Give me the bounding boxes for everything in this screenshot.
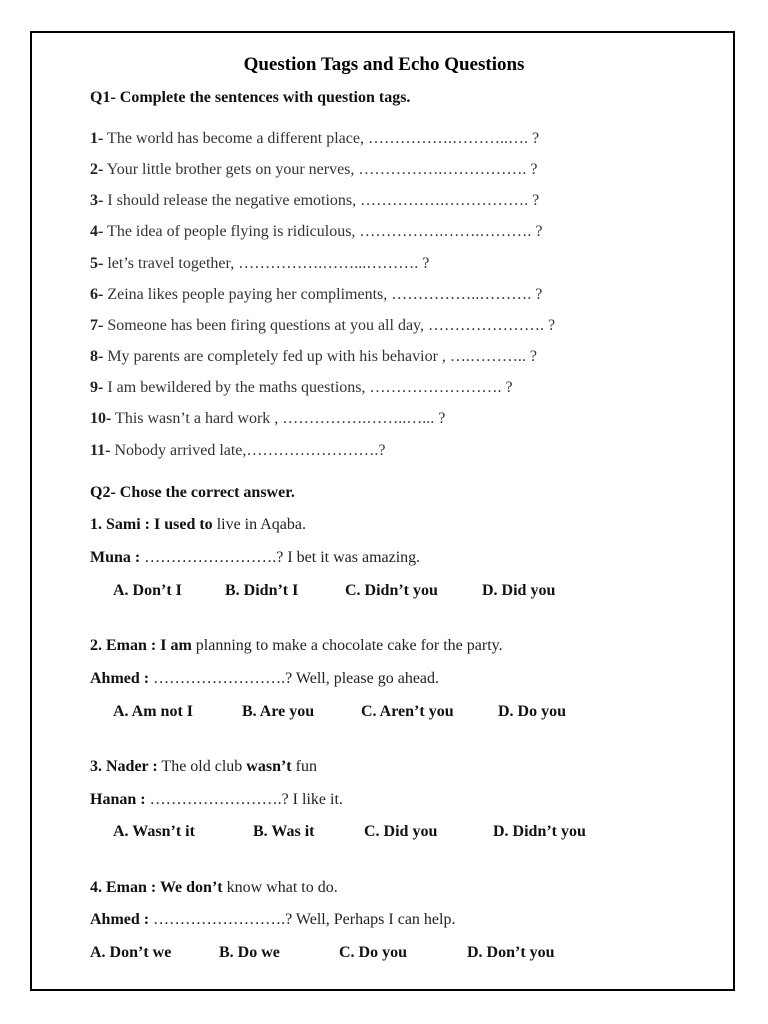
item-number: 8-: [90, 348, 104, 365]
item-text: I am bewildered by the maths questions, ……………………. ?: [103, 379, 513, 396]
item-text: let’s travel together, …………….……...………. ?: [103, 255, 430, 272]
q2-question-4-prompt: [90, 879, 338, 897]
speaker-label: Muna :: [90, 549, 141, 566]
q2-question-4-response: [90, 911, 455, 929]
option-c: C. Aren’t you: [361, 703, 454, 720]
q2-question-1-response: [90, 549, 420, 567]
q1-item-8: [90, 348, 537, 366]
prompt-text: know what to do.: [222, 879, 338, 896]
option-b: B. Was it: [253, 823, 315, 840]
speaker-label: 1. Sami : I used to: [90, 516, 213, 533]
item-number: 11-: [90, 442, 111, 459]
speaker-label: 2. Eman : I am: [90, 637, 192, 654]
q1-item-4: [90, 223, 543, 241]
q1-item-2: [90, 161, 538, 179]
option-c: C. Do you: [339, 944, 408, 961]
option-b: B. Are you: [242, 703, 315, 720]
q1-item-3: [90, 192, 539, 210]
q2-question-1-prompt: [90, 516, 306, 534]
q1-item-6: [90, 286, 542, 304]
speaker-label: Hanan :: [90, 791, 146, 808]
item-number: 6-: [90, 286, 104, 303]
emphasis-word: wasn’t: [246, 758, 292, 775]
q1-item-11: [90, 442, 386, 460]
q2-heading: Q2- Chose the correct answer.: [90, 484, 295, 501]
page-title: Question Tags and Echo Questions: [243, 54, 525, 75]
item-text: Your little brother gets on your nerves, …………….……………. ?: [103, 161, 538, 178]
item-number: 5-: [90, 255, 104, 272]
q2-question-2-response: [90, 670, 439, 688]
option-c: C. Didn’t you: [345, 582, 438, 599]
response-text: …………………….? Well, Perhaps I can help.: [149, 911, 456, 928]
item-text: Nobody arrived late,…………………….?: [110, 442, 386, 459]
q2-question-2-prompt: [90, 637, 503, 655]
prompt-text: The old club: [157, 758, 247, 775]
q2-question-3-response: [90, 791, 343, 809]
option-a: A. Don’t we: [90, 944, 172, 961]
q2-question-3-prompt: [90, 758, 317, 776]
q1-item-5: [90, 255, 429, 273]
response-text: …………………….? I bet it was amazing.: [140, 549, 421, 566]
response-text: …………………….? I like it.: [145, 791, 343, 808]
item-number: 2-: [90, 161, 104, 178]
prompt-text: live in Aqaba.: [212, 516, 306, 533]
q1-item-1: [90, 130, 539, 148]
item-number: 9-: [90, 379, 104, 396]
speaker-label: Ahmed :: [90, 911, 150, 928]
item-text: My parents are completely fed up with his behavior , ….……….. ?: [103, 348, 537, 365]
option-d: D. Do you: [498, 703, 567, 720]
option-d: D. Didn’t you: [493, 823, 586, 840]
q1-item-10: [90, 410, 445, 428]
item-text: I should release the negative emotions, …………….……………. ?: [103, 192, 540, 209]
item-number: 3-: [90, 192, 104, 209]
item-number: 10-: [90, 410, 112, 427]
q1-item-9: [90, 379, 513, 397]
item-text: The world has become a different place, …………….………..…. ?: [103, 130, 540, 147]
option-b: B. Do we: [219, 944, 280, 961]
prompt-text: planning to make a chocolate cake for the party.: [191, 637, 503, 654]
option-d: D. Did you: [482, 582, 556, 599]
speaker-label: Ahmed :: [90, 670, 150, 687]
item-text: The idea of people flying is ridiculous, …………….…….………. ?: [103, 223, 543, 240]
item-text: Zeina likes people paying her compliments, ……………..………. ?: [103, 286, 543, 303]
prompt-text-end: fun: [291, 758, 317, 775]
option-d: D. Don’t you: [467, 944, 555, 961]
item-text: Someone has been firing questions at you all day, …………………. ?: [103, 317, 556, 334]
option-a: A. Wasn’t it: [113, 823, 195, 840]
q1-heading: Q1- Complete the sentences with question tags.: [90, 89, 411, 106]
item-text: This wasn’t a hard work , …………….……..…... ?: [111, 410, 446, 427]
q1-item-7: [90, 317, 555, 335]
option-b: B. Didn’t I: [225, 582, 299, 599]
item-number: 1-: [90, 130, 104, 147]
item-number: 4-: [90, 223, 104, 240]
item-number: 7-: [90, 317, 104, 334]
option-a: A. Don’t I: [113, 582, 182, 599]
option-c: C. Did you: [364, 823, 438, 840]
speaker-label: 3. Nader :: [90, 758, 158, 775]
response-text: …………………….? Well, please go ahead.: [149, 670, 440, 687]
option-a: A. Am not I: [113, 703, 194, 720]
speaker-label: 4. Eman : We don’t: [90, 879, 223, 896]
